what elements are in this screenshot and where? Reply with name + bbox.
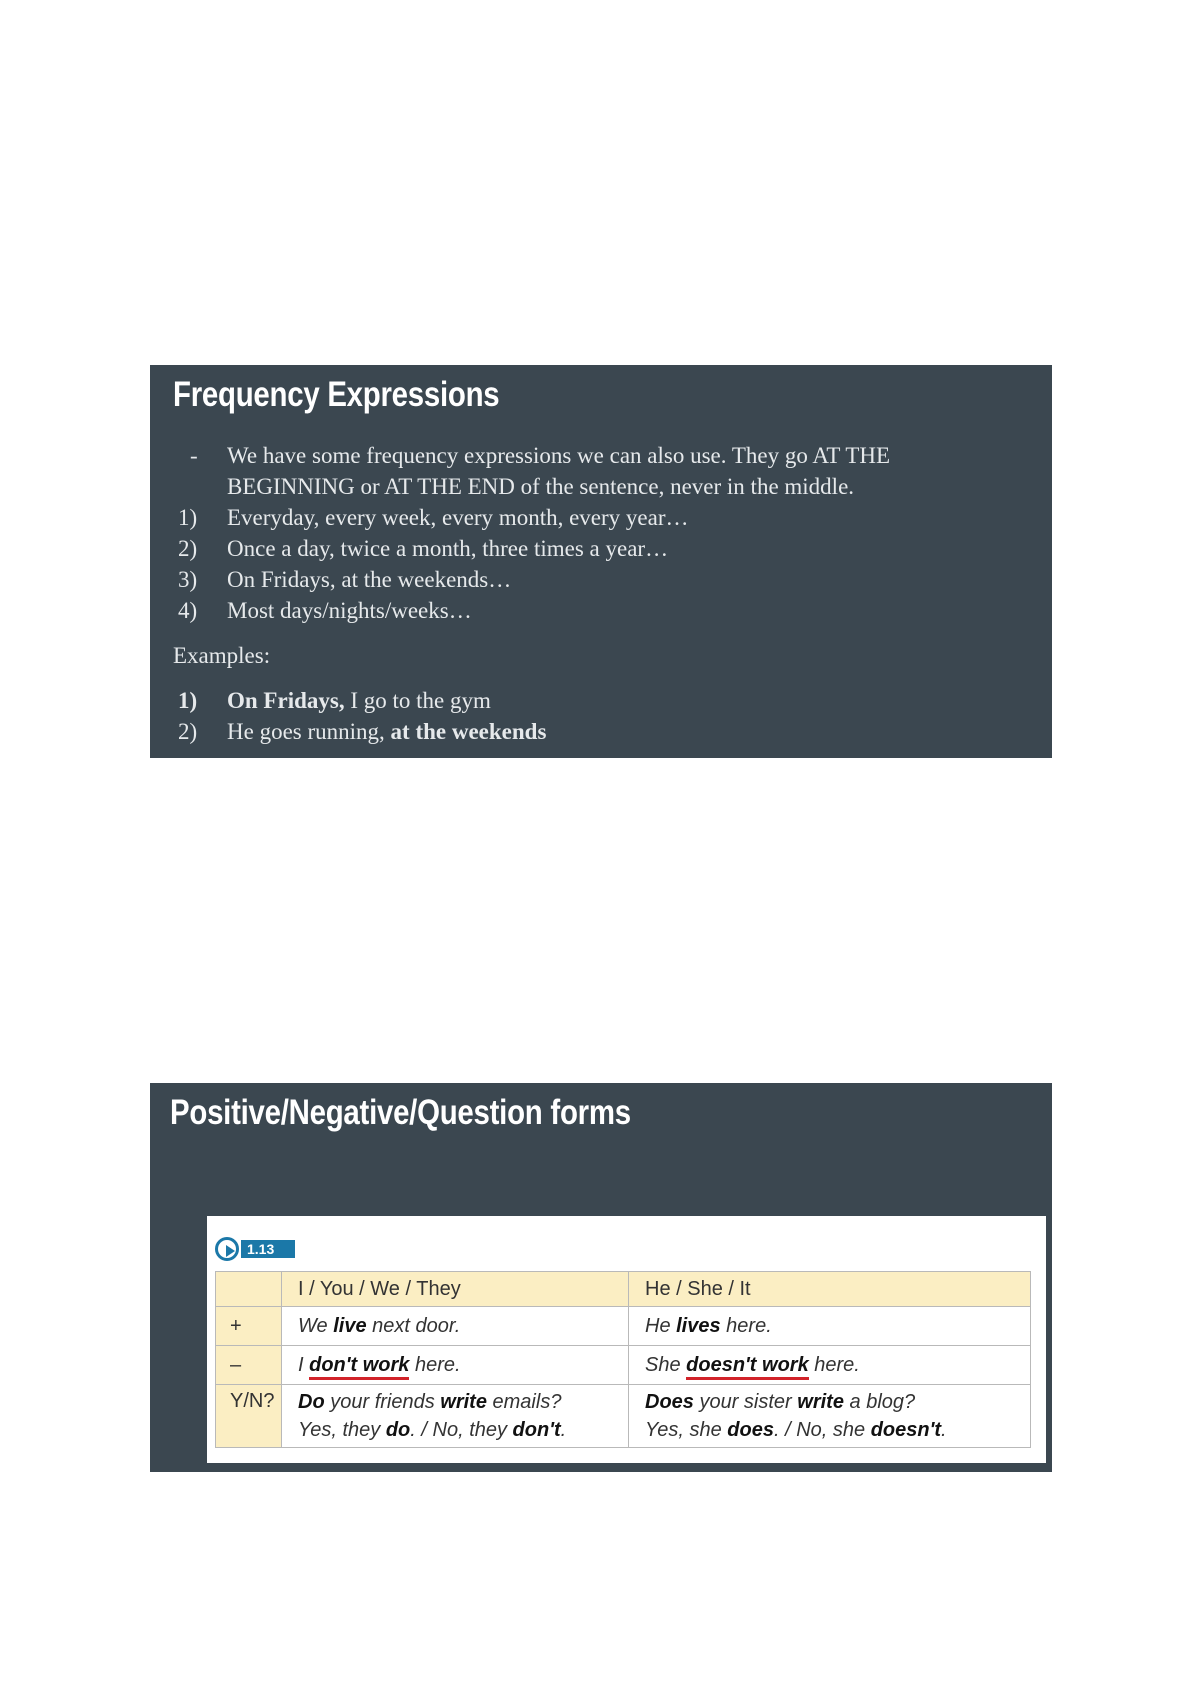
list-marker: 1) (178, 688, 198, 713)
slide-title: Frequency Expressions (173, 375, 500, 414)
table-cell: He lives here. (629, 1307, 1031, 1346)
list-item (150, 533, 1052, 564)
table-cell: We live next door. (282, 1307, 629, 1346)
list-item-text: Most days/nights/weeks… (227, 598, 472, 623)
slide-body (150, 440, 1052, 747)
example-emphasis: On Fridays, (227, 688, 345, 713)
table-row (216, 1307, 1031, 1346)
list-item (150, 502, 1052, 533)
example-item (150, 685, 1052, 716)
frequency-expressions-slide (150, 365, 1052, 758)
slide-title: Positive/Negative/Question forms (170, 1093, 631, 1132)
answer-line: Yes, she does. / No, she doesn't. (645, 1419, 947, 1441)
present-simple-table (215, 1271, 1031, 1448)
examples-list (150, 685, 1052, 747)
audio-track-number: 1.13 (241, 1240, 295, 1258)
list-item (150, 564, 1052, 595)
list-marker: 2) (178, 719, 198, 744)
table-row (216, 1346, 1031, 1385)
example-item (150, 716, 1052, 747)
header-cell (216, 1272, 282, 1307)
list-marker: - (190, 443, 198, 468)
intro-text (227, 440, 1042, 502)
example-rest: I go to the gym (344, 688, 491, 713)
table-header-row (216, 1272, 1031, 1307)
table-cell (629, 1385, 1031, 1448)
intro-line-1: We have some frequency expressions we can also use. They go AT THE (227, 443, 891, 468)
example-emphasis: at the weekends (390, 719, 547, 744)
list-item-text: On Fridays, at the weekends… (227, 567, 512, 592)
row-symbol: – (216, 1346, 282, 1385)
table-cell (282, 1385, 629, 1448)
list-item (150, 595, 1052, 626)
header-cell: I / You / We / They (282, 1272, 629, 1307)
list-item-text: Everyday, every week, every month, every year… (227, 505, 689, 530)
list-marker: 4) (178, 598, 198, 623)
audio-track-badge[interactable] (215, 1237, 299, 1261)
table-cell: I don't work here. (282, 1346, 629, 1385)
answer-line: Yes, they do. / No, they don't. (298, 1419, 567, 1441)
grammar-table-panel (207, 1216, 1046, 1463)
example-text (227, 685, 1042, 716)
list-marker: 1) (178, 505, 198, 530)
example-text (227, 716, 1042, 747)
table-cell: She doesn't work here. (629, 1346, 1031, 1385)
list-marker: 3) (178, 567, 198, 592)
red-underline-emphasis: don't work (309, 1354, 409, 1380)
red-underline-emphasis: doesn't work (686, 1354, 809, 1380)
question-line: Do your friends write emails? (298, 1391, 562, 1413)
table-row (216, 1385, 1031, 1448)
question-forms-slide (150, 1083, 1052, 1472)
examples-label: Examples: (173, 643, 271, 668)
list-marker: 2) (178, 536, 198, 561)
intro-line-2: BEGINNING or AT THE END of the sentence, never in the middle. (227, 474, 855, 499)
play-icon (215, 1237, 239, 1261)
question-line: Does your sister write a blog? (645, 1391, 916, 1413)
example-plain: He goes running, (227, 719, 391, 744)
row-symbol: Y/N? (216, 1385, 282, 1448)
row-symbol: + (216, 1307, 282, 1346)
intro-item (150, 440, 1052, 502)
list-item-text: Once a day, twice a month, three times a year… (227, 536, 669, 561)
header-cell: He / She / It (629, 1272, 1031, 1307)
